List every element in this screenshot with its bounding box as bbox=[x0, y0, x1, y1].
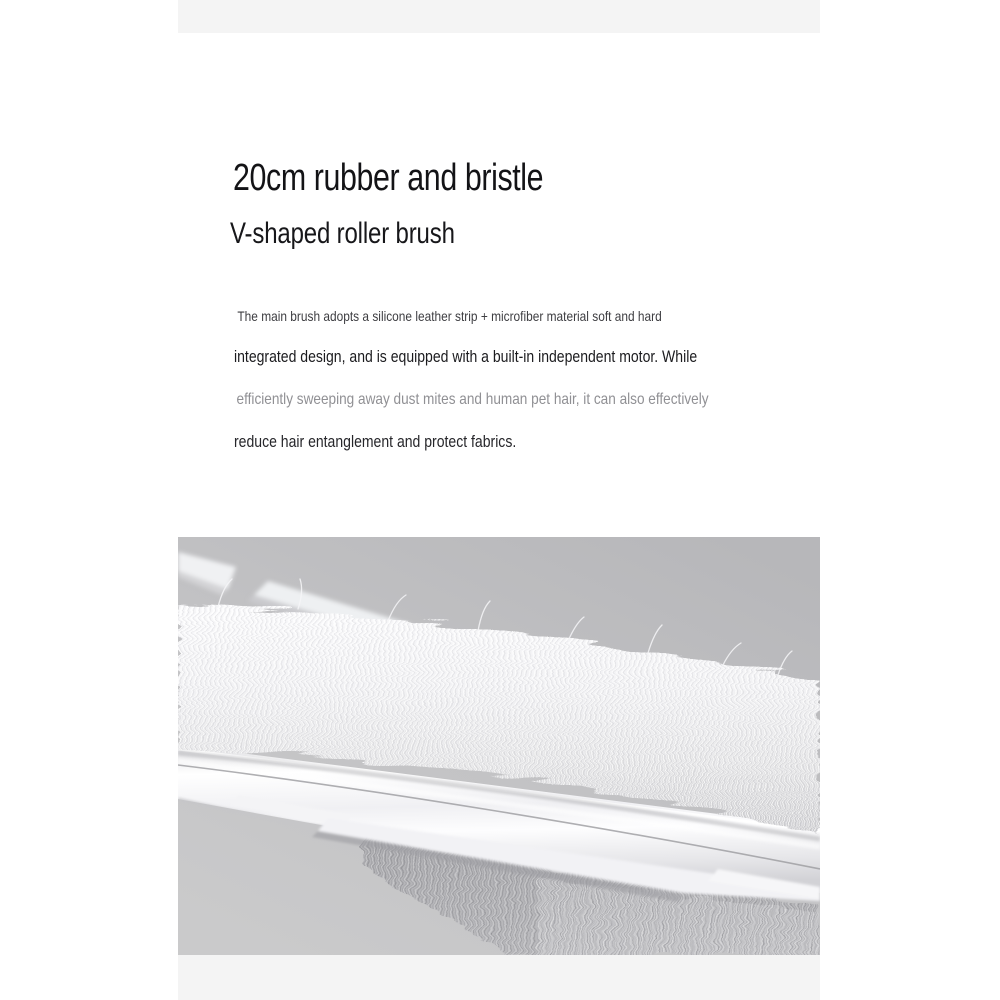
next-section-strip bbox=[178, 955, 820, 1000]
page-subtitle: V-shaped roller brush bbox=[230, 217, 455, 250]
previous-section-strip bbox=[178, 0, 820, 33]
product-photo bbox=[178, 537, 820, 955]
description-line-4: reduce hair entanglement and protect fabrics. bbox=[234, 433, 517, 451]
description-line-1: The main brush adopts a silicone leather strip + microfiber material soft and hard bbox=[237, 308, 662, 324]
page-title: 20cm rubber and bristle bbox=[233, 157, 544, 199]
description-line-2: integrated design, and is equipped with a built-in independent motor. While bbox=[234, 348, 698, 366]
roller-brush-closeup-image bbox=[178, 537, 820, 955]
description-line-3: efficiently sweeping away dust mites and human pet hair, it can also effectively bbox=[236, 391, 709, 408]
